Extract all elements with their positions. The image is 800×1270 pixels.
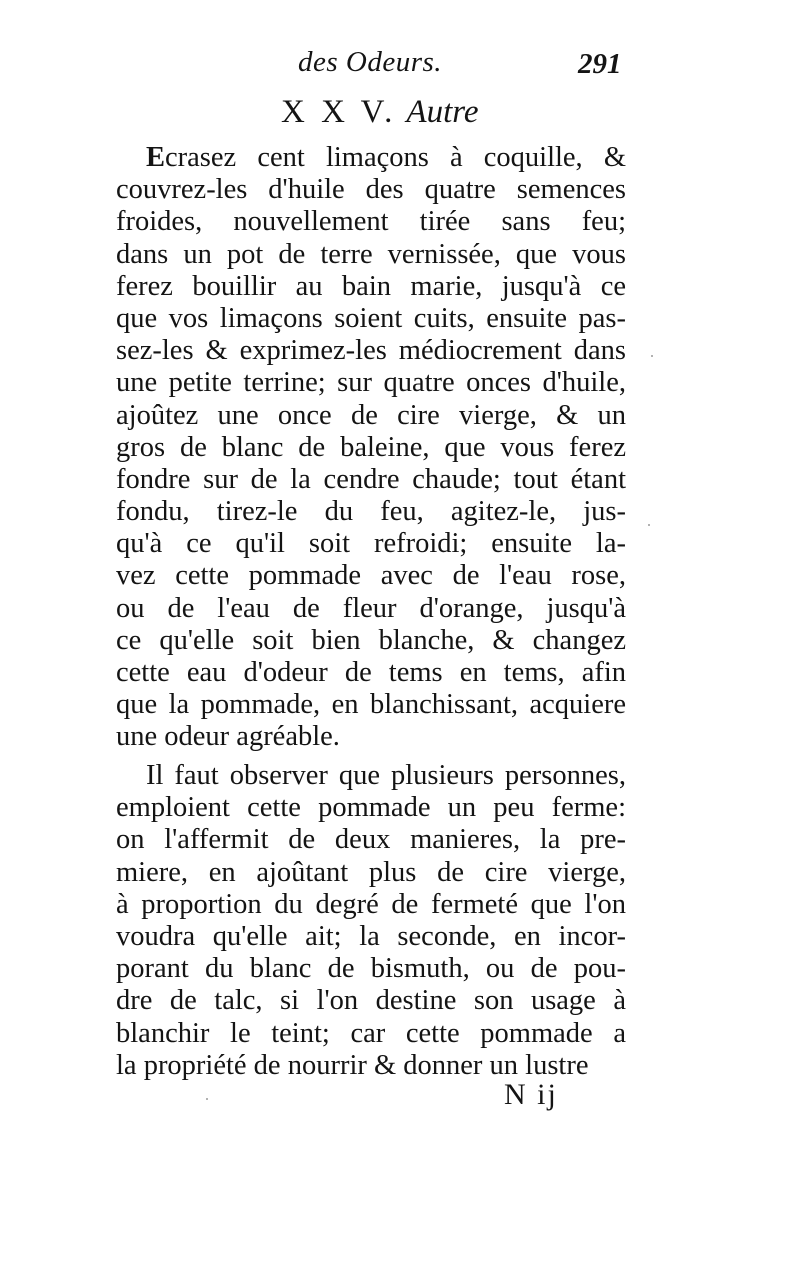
section-heading [281, 94, 479, 131]
paper-speck [651, 355, 653, 357]
text-line: Ecrasez cent limaçons à coquille, & [146, 142, 626, 173]
paragraph-recipe [116, 142, 626, 754]
text-line: ce qu'elle soit bien blanche, & changez [116, 624, 626, 656]
text-line: porant du blanc de bismuth, ou de pou- [116, 953, 626, 985]
text-line: qu'à ce qu'il soit refroidi; ensuite la- [116, 528, 626, 560]
text-line: à proportion du degré de fermeté que l'on [116, 888, 626, 920]
text-line: ajoûtez une once de cire vierge, & un [116, 399, 626, 431]
text-line: une petite terrine; sur quatre onces d'huile, [116, 367, 626, 399]
text-line: cette eau d'odeur de tems en tems, afin [116, 657, 626, 688]
running-head [0, 46, 800, 86]
page-number: 291 [578, 48, 622, 80]
text-line: que vos limaçons soient cuits, ensuite pas- [116, 302, 626, 334]
text-line: fondre sur de la cendre chaude; tout étant [116, 463, 626, 495]
signature-mark: N ij [504, 1078, 558, 1111]
text-line: fondu, tirez-le du feu, agitez-le, jus- [116, 496, 626, 528]
section-numeral: X X V. [281, 94, 397, 130]
text-line: la propriété de nourrir & donner un lustre [116, 1049, 589, 1081]
paper-speck [206, 1098, 208, 1100]
text-line: sez-les & exprimez-les médiocrement dans [116, 335, 626, 367]
text-line: miere, en ajoûtant plus de cire vierge, [116, 856, 626, 888]
text-line: que la pommade, en blanchissant, acquiere [116, 689, 626, 721]
text-line: emploient cette pommade un peu ferme: [116, 792, 626, 824]
paragraph-note [116, 760, 626, 1082]
text-line: Il faut observer que plusieurs personnes, [146, 760, 626, 791]
text-line: vez cette pommade avec de l'eau rose, [116, 560, 626, 592]
text-line: blanchir le teint; car cette pommade a [116, 1017, 626, 1049]
text-line: couvrez-les d'huile des quatre semences [116, 174, 626, 206]
text-line: ferez bouillir au bain marie, jusqu'à ce [116, 270, 626, 302]
text-line: dre de talc, si l'on destine son usage à [116, 985, 626, 1017]
initial-letter: E [146, 142, 166, 173]
paper-speck [648, 524, 650, 526]
text-line: froides, nouvellement tirée sans feu; [116, 206, 626, 238]
text-line: une odeur agréable. [116, 721, 340, 753]
section-word: Autre [406, 94, 479, 130]
text-line: voudra qu'elle ait; la seconde, en incor- [116, 920, 626, 952]
text-line: gros de blanc de baleine, que vous ferez [116, 431, 626, 463]
text-line: dans un pot de terre vernissée, que vous [116, 238, 626, 270]
running-title: des Odeurs. [298, 46, 443, 78]
text-line: ou de l'eau de fleur d'orange, jusqu'à [116, 592, 626, 624]
text-line: on l'affermit de deux manieres, la pre- [116, 824, 626, 856]
